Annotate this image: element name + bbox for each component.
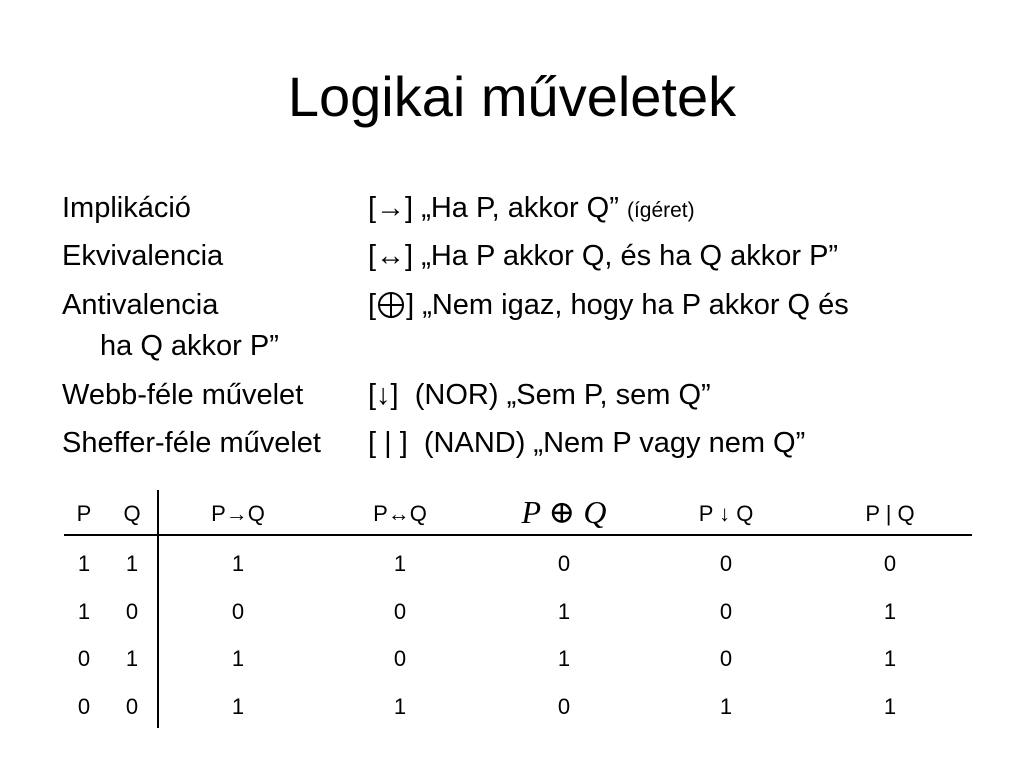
definition-term: Webb-féle művelet <box>62 379 304 411</box>
table-cell: 1 <box>125 551 139 576</box>
table-cell: 1 <box>125 646 139 671</box>
table-header-divider <box>64 534 972 536</box>
table-cell: 1 <box>77 551 91 576</box>
table-cell: 1 <box>231 694 245 719</box>
table-header-cell: P | Q <box>865 501 915 526</box>
operator-symbol-open: [ <box>368 289 377 321</box>
table-cell: 0 <box>557 551 571 576</box>
definition-term: Implikáció <box>62 192 191 224</box>
definition-text: „Ha P akkor Q, és ha Q akkor P” <box>421 240 839 272</box>
table-cell: 0 <box>393 646 407 671</box>
table-cell: 0 <box>77 646 91 671</box>
definition-text: „Nem igaz, hogy ha P akkor Q és <box>422 289 849 321</box>
definition-description <box>368 287 849 323</box>
table-header-cell: P↔Q <box>373 501 427 526</box>
definition-term: Antivalencia <box>62 289 219 321</box>
table-cell: 0 <box>557 694 571 719</box>
table-header-cell: P ↓ Q <box>698 501 754 526</box>
table-header-cell: Q <box>123 501 141 526</box>
table-cell: 0 <box>719 551 733 576</box>
table-cell: 0 <box>393 599 407 624</box>
operator-symbol: [→] <box>368 192 414 224</box>
operator-symbol: [↔] <box>368 240 414 272</box>
definition-description <box>368 190 695 229</box>
table-cell: 1 <box>393 694 407 719</box>
definition-text: (NAND) „Nem P vagy nem Q” <box>423 427 806 459</box>
table-header-cell: P→Q <box>211 501 265 526</box>
oplus-icon <box>376 290 406 320</box>
definition-term: Ekvivalencia <box>62 240 224 272</box>
table-cell: 1 <box>557 599 571 624</box>
operator-symbol: [ | ] <box>368 427 408 459</box>
table-cell: 0 <box>125 599 139 624</box>
definition-description <box>368 377 711 413</box>
table-cell: 1 <box>231 551 245 576</box>
definition-description <box>368 425 805 461</box>
definition-text: (NOR) „Sem P, sem Q” <box>414 379 711 411</box>
table-cell: 0 <box>883 551 897 576</box>
table-cell: 0 <box>77 694 91 719</box>
definition-continuation: ha Q akkor P” <box>100 330 279 362</box>
operator-symbol: [↓] <box>368 379 399 411</box>
definition-text: „Ha P, akkor Q” <box>421 192 619 224</box>
table-cell: 1 <box>557 646 571 671</box>
table-cell: 1 <box>883 694 897 719</box>
definition-description <box>368 238 838 274</box>
table-cell: 1 <box>719 694 733 719</box>
table-cell: 0 <box>719 646 733 671</box>
table-cell: 1 <box>883 646 897 671</box>
table-cell: 1 <box>393 551 407 576</box>
definition-term: Sheffer-féle művelet <box>62 427 321 459</box>
slide-title: Logikai műveletek <box>287 65 737 128</box>
table-cell: 0 <box>125 694 139 719</box>
table-cell: 1 <box>77 599 91 624</box>
table-cell: 1 <box>883 599 897 624</box>
table-input-divider <box>157 490 159 728</box>
table-cell: 0 <box>719 599 733 624</box>
table-header-cell: P <box>76 501 92 526</box>
definition-note: (ígéret) <box>626 199 695 222</box>
table-cell: 0 <box>231 599 245 624</box>
table-header-cell: P ⊕ Q <box>521 494 607 530</box>
operator-symbol-close: ] <box>406 289 415 321</box>
table-cell: 1 <box>231 646 245 671</box>
